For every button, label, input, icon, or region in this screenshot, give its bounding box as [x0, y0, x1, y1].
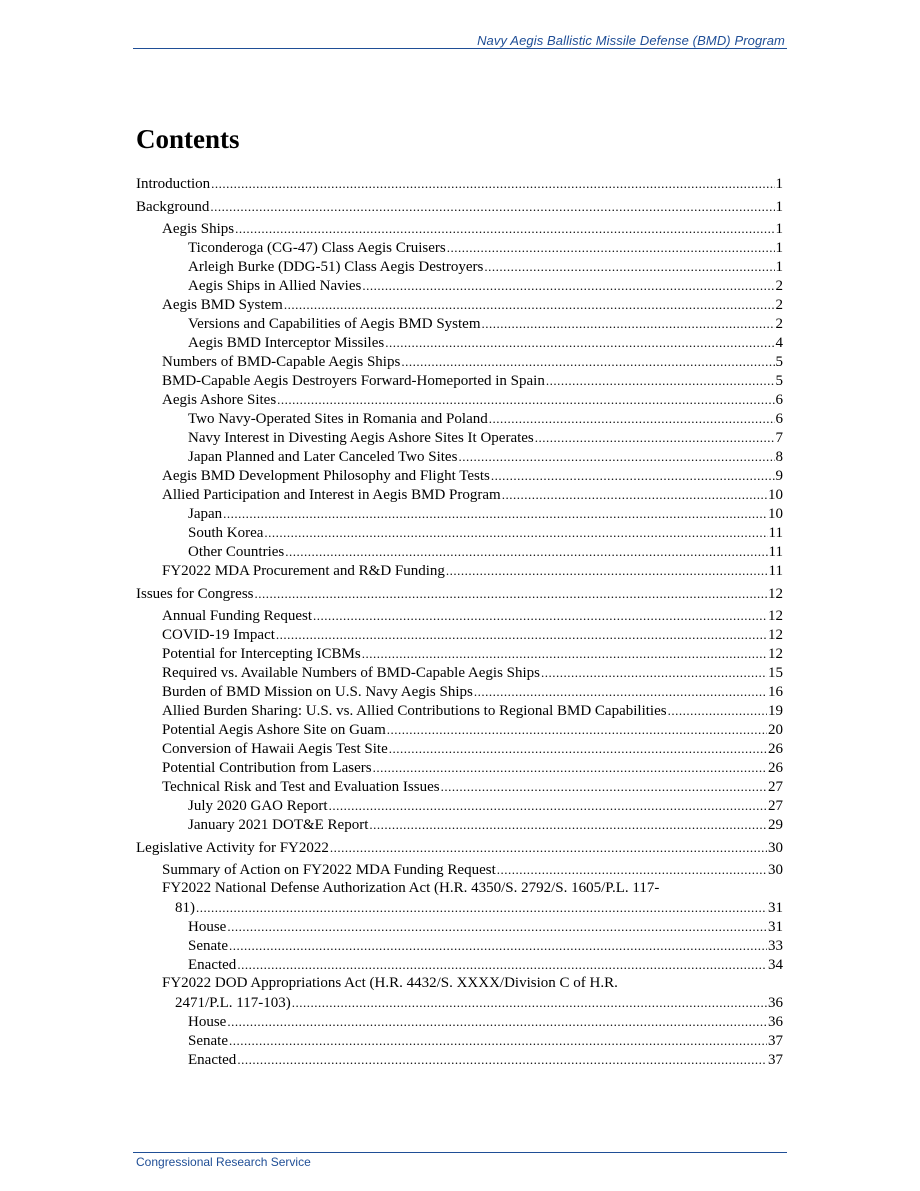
toc-entry-interceptor-missiles[interactable]: Aegis BMD Interceptor Missiles ..... 4 — [188, 333, 783, 353]
toc-entry-ndaa-enacted[interactable]: Enacted ..... 34 — [188, 955, 783, 975]
toc-entry-aegis-bmd-system[interactable]: Aegis BMD System ..... 2 — [162, 295, 783, 315]
toc-entry-introduction[interactable]: Introduction ..... 1 — [136, 174, 783, 194]
toc-entry-appropriations[interactable]: 2471/P.L. 117-103) ..... 36 — [175, 993, 783, 1013]
toc-entry-fy2022-mda-funding[interactable]: FY2022 MDA Procurement and R&D Funding ..... 11 — [162, 561, 783, 581]
toc-entry-approp-enacted[interactable]: Enacted ..... 37 — [188, 1050, 783, 1070]
toc-entry-south-korea[interactable]: South Korea ..... 11 — [188, 523, 783, 543]
footer-rule — [133, 1152, 787, 1153]
toc-entry-intercepting-icbms[interactable]: Potential for Intercepting ICBMs ..... 12 — [162, 644, 783, 664]
toc-entry-covid-impact[interactable]: COVID-19 Impact ..... 12 — [162, 625, 783, 645]
toc-entry-technical-risk[interactable]: Technical Risk and Test and Evaluation Issues ..... 27 — [162, 777, 783, 797]
toc-entry-other-countries[interactable]: Other Countries ..... 11 — [188, 542, 783, 562]
page-title: Contents — [136, 124, 240, 154]
toc-entry-development-philosophy[interactable]: Aegis BMD Development Philosophy and Flight Tests ..... 9 — [162, 466, 783, 486]
toc-entry-aegis-ships[interactable]: Aegis Ships ..... 1 — [162, 219, 783, 239]
toc-entry-issues-for-congress[interactable]: Issues for Congress ..... 12 — [136, 584, 783, 604]
toc-entry-japan[interactable]: Japan ..... 10 — [188, 504, 783, 524]
toc-entry-approp-house[interactable]: House ..... 36 — [188, 1012, 783, 1032]
toc-entry-aegis-ashore[interactable]: Aegis Ashore Sites ..... 6 — [162, 390, 783, 410]
header-rule — [133, 48, 787, 49]
toc-entry-summary-action[interactable]: Summary of Action on FY2022 MDA Funding Request ..... 30 — [162, 860, 783, 880]
toc-entry-legislative-activity[interactable]: Legislative Activity for FY2022 ..... 30 — [136, 838, 783, 858]
toc-entry-hawaii-conversion[interactable]: Conversion of Hawaii Aegis Test Site ..... 26 — [162, 739, 783, 759]
toc-entry-allied-navies[interactable]: Aegis Ships in Allied Navies ..... 2 — [188, 276, 783, 296]
toc-entry-background[interactable]: Background ..... 1 — [136, 197, 783, 217]
toc-entry-gao-report[interactable]: July 2020 GAO Report ..... 27 — [188, 796, 783, 816]
toc-entry-guam-site[interactable]: Potential Aegis Ashore Site on Guam ..... 20 — [162, 720, 783, 740]
toc-entry-lasers[interactable]: Potential Contribution from Lasers ..... 26 — [162, 758, 783, 778]
toc-entry-arleigh-burke[interactable]: Arleigh Burke (DDG-51) Class Aegis Destroyers ..... 1 — [188, 257, 783, 277]
toc-entry-ndaa-house[interactable]: House ..... 31 — [188, 917, 783, 937]
toc-entry-ndaa[interactable]: 81) ..... 31 — [175, 898, 783, 918]
toc-entry-navy-divesting[interactable]: Navy Interest in Divesting Aegis Ashore Sites It Operates ..... 7 — [188, 428, 783, 448]
running-header: Navy Aegis Ballistic Missile Defense (BMD) Program — [477, 33, 785, 48]
toc-entry-ticonderoga[interactable]: Ticonderoga (CG-47) Class Aegis Cruisers ..... 1 — [188, 238, 783, 258]
toc-entry-romania-poland[interactable]: Two Navy-Operated Sites in Romania and Poland ..... 6 — [188, 409, 783, 429]
toc-entry-ndaa-senate[interactable]: Senate ..... 33 — [188, 936, 783, 956]
toc-entry-versions-capabilities[interactable]: Versions and Capabilities of Aegis BMD System ..... 2 — [188, 314, 783, 334]
toc-entry-approp-senate[interactable]: Senate ..... 37 — [188, 1031, 783, 1051]
toc-entry-required-vs-available[interactable]: Required vs. Available Numbers of BMD-Capable Aegis Ships ..... 15 — [162, 663, 783, 683]
toc-entry-ndaa-line1[interactable]: FY2022 National Defense Authorization Act (H.R. 4350/S. 2792/S. 1605/P.L. 117- — [162, 880, 660, 896]
toc-entry-annual-funding[interactable]: Annual Funding Request ..... 12 — [162, 606, 783, 626]
toc-entry-numbers-bmd-ships[interactable]: Numbers of BMD-Capable Aegis Ships ..... 5 — [162, 352, 783, 372]
toc-entry-burden-bmd-mission[interactable]: Burden of BMD Mission on U.S. Navy Aegis Ships ..... 16 — [162, 682, 783, 702]
toc-entry-spain-homeported[interactable]: BMD-Capable Aegis Destroyers Forward-Homeported in Spain ..... 5 — [162, 371, 783, 391]
toc-entry-dote-report[interactable]: January 2021 DOT&E Report ..... 29 — [188, 815, 783, 835]
toc-entry-allied-burden-sharing[interactable]: Allied Burden Sharing: U.S. vs. Allied Contributions to Regional BMD Capabilities ..... 19 — [162, 701, 783, 721]
toc-entry-japan-canceled[interactable]: Japan Planned and Later Canceled Two Sites ..... 8 — [188, 447, 783, 467]
toc-entry-appropriations-line1[interactable]: FY2022 DOD Appropriations Act (H.R. 4432/S. XXXX/Division C of H.R. — [162, 975, 618, 991]
toc-entry-allied-participation[interactable]: Allied Participation and Interest in Aegis BMD Program ..... 10 — [162, 485, 783, 505]
footer-publisher: Congressional Research Service — [136, 1155, 311, 1169]
